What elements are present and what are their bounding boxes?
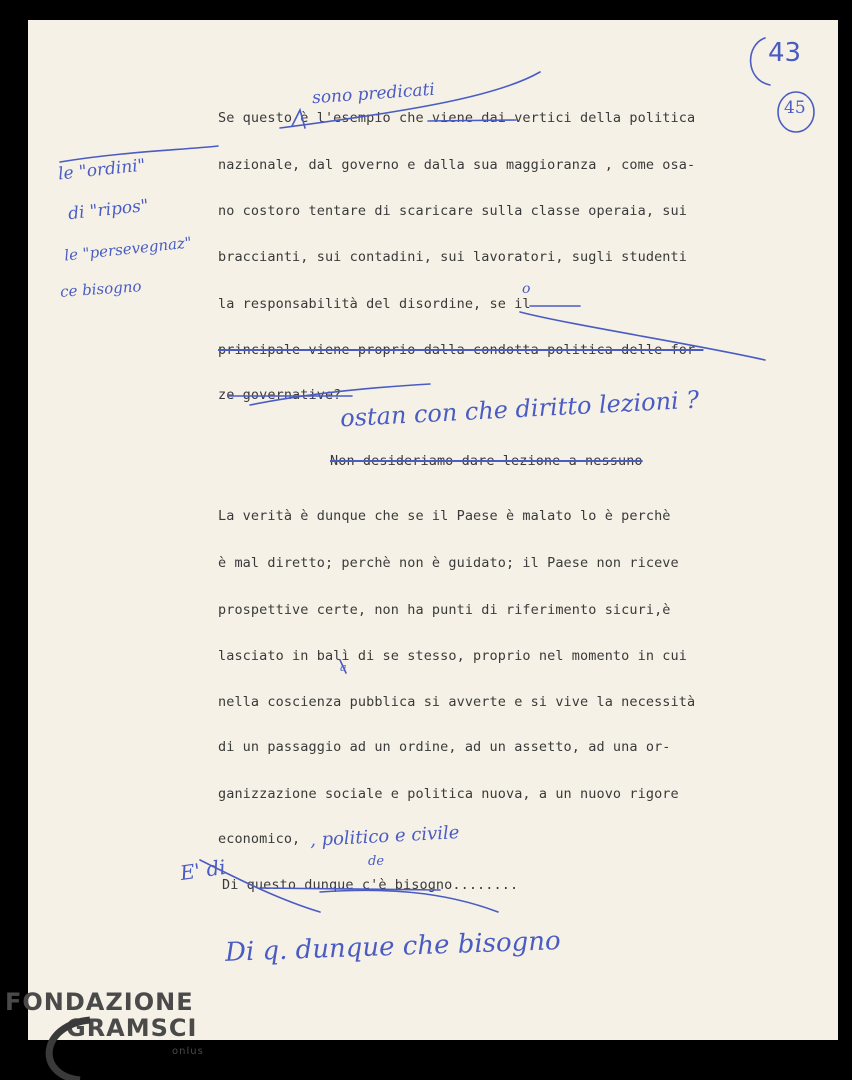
typed-line-11: prospettive certe, non ha punti di riferimento sicuri,è xyxy=(218,602,671,618)
handwritten-insert-mid: ostan con che diritto lezioni ? xyxy=(339,385,700,433)
watermark-line-3: onlus xyxy=(172,1046,204,1057)
typed-line-4: braccianti, sui contadini, sui lavoratori, sugli studenti xyxy=(218,249,687,265)
watermark-line-1: FONDAZIONE xyxy=(5,988,194,1016)
handwritten-margin-line-3: le "persevegnaz" xyxy=(63,233,193,265)
handwritten-insert-top: sono predicati xyxy=(311,79,436,109)
handwritten-insert-economic: , politico e civile xyxy=(309,822,460,851)
handwritten-accent-a: a xyxy=(340,661,347,674)
handwritten-insert-de: de xyxy=(368,854,385,869)
handwritten-insert-bottom-prefix: E' di xyxy=(178,854,228,886)
typed-line-5: la responsabilità del disordine, se il xyxy=(218,296,531,312)
watermark-g-arc xyxy=(49,1020,90,1080)
page-number: 43 xyxy=(768,38,802,68)
handwritten-insert-final: Di q. dunque che bisogno xyxy=(224,926,562,968)
typed-line-1: Se questo è l'esempio che viene dai vertici della politica xyxy=(218,110,696,126)
page-number-circled: 45 xyxy=(784,98,806,118)
typed-line-13: nella coscienza pubblica si avverte e si vive la necessità xyxy=(218,694,696,710)
typed-heading: Non desideriamo dare lezione a nessuno xyxy=(330,453,643,469)
typed-line-12: lasciato in balì di se stesso, proprio nel momento in cui xyxy=(218,648,687,664)
typed-line-10: è mal diretto; perchè non è guidato; il Paese non riceve xyxy=(218,555,679,571)
typed-line-17: Di questo dunque c'è bisogno........ xyxy=(222,877,519,893)
typed-line-16: economico, xyxy=(218,831,301,847)
handwritten-margin-line-4: ce bisogno xyxy=(59,277,142,301)
typed-line-3: no costoro tentare di scaricare sulla classe operaia, sui xyxy=(218,203,687,219)
handwritten-insert-o: o xyxy=(522,281,531,297)
typed-line-14: di un passaggio ad un ordine, ad un assetto, ad una or- xyxy=(218,739,671,755)
typed-line-9: La verità è dunque che se il Paese è malato lo è perchè xyxy=(218,508,671,524)
handwritten-margin-line-2: di "ripos" xyxy=(67,195,150,225)
typed-line-2: nazionale, dal governo e dalla sua maggioranza , come osa- xyxy=(218,157,696,173)
typed-line-7: ze governative? xyxy=(218,387,342,403)
watermark-line-2: GRAMSCI xyxy=(66,1014,198,1042)
typed-line-6: principale viene proprio dalla condotta politica delle for- xyxy=(218,342,704,358)
handwritten-margin-line-1: le "ordini" xyxy=(57,155,147,185)
typed-line-15: ganizzazione sociale e politica nuova, a un nuovo rigore xyxy=(218,786,679,802)
